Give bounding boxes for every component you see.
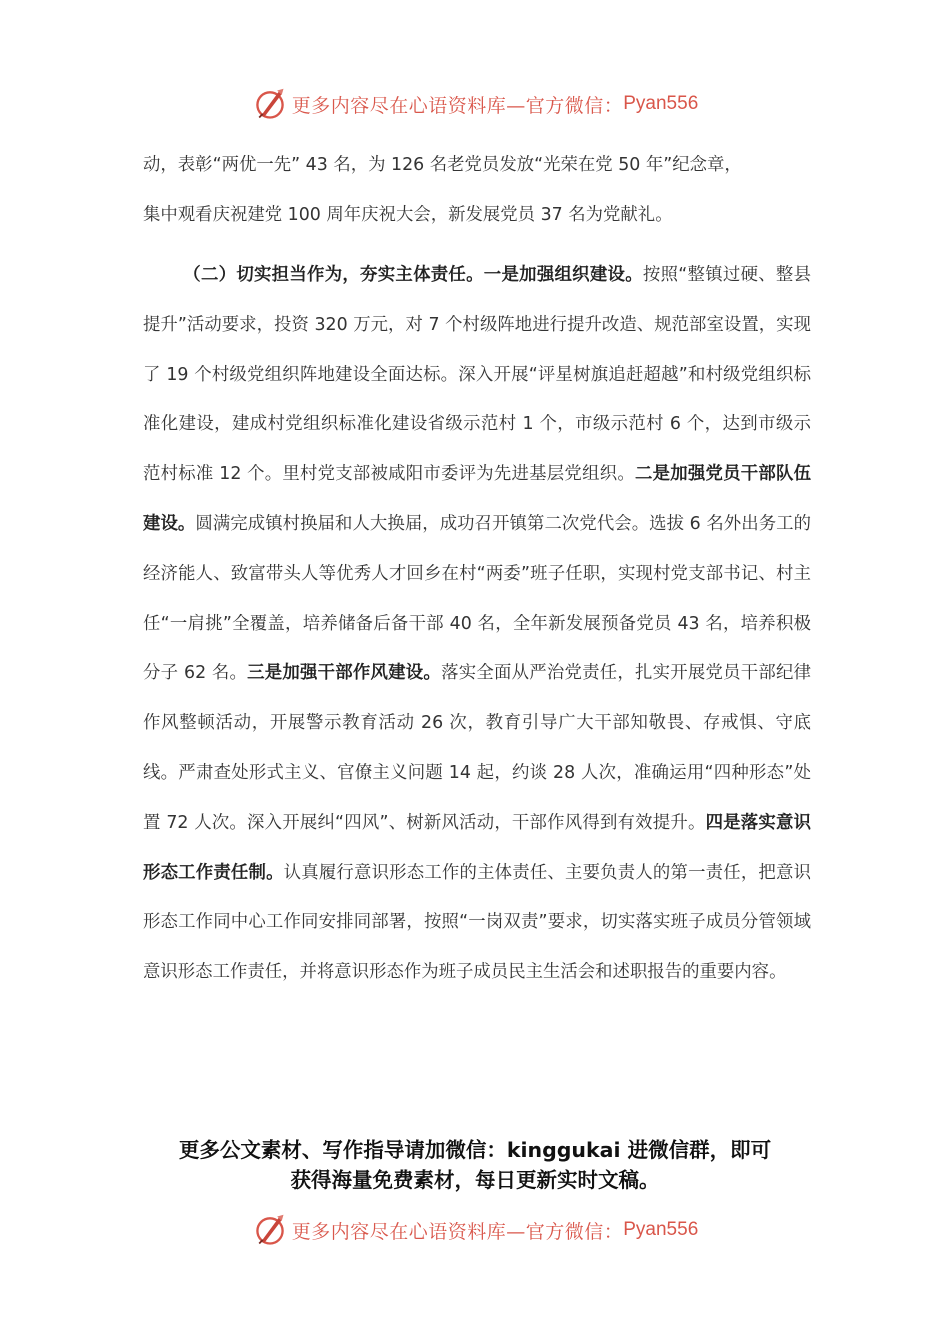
point-1-title: 一是加强组织建设。 (483, 265, 643, 285)
paragraph-line: 动，表彰“两优一先” 43 名，为 126 名老党员发放“光荣在党 50 年”纪念章， (143, 155, 742, 175)
point-4-title: 四是落实意识形态工作责任制。 (143, 812, 811, 883)
footer-banner (0, 1210, 950, 1250)
footer-banner-handle: Pyan556 (623, 1219, 699, 1240)
section-2-body (143, 251, 811, 998)
point-1-text: 按照“整镇过硬、整县提升”活动要求，投资 320 万元，对 7 个村级阵地进行提升改造、规范部室设置，实现了 19 个村级党组织阵地建设全面达标。深入开展“评星树旗追赶超越”和村级党组织标准化建设，建成村党组织标准化建设省级示范村 1 个，市级示范村 6 个，达到市级示范村标准 12 个。里村党支部被咸阳市委评为先进基层党组织。 (143, 265, 811, 485)
pen-quill-logo-icon (252, 86, 288, 122)
section-heading: （二）切实担当作为，夯实主体责任。 (183, 265, 484, 285)
footer-banner-text: 更多内容尽在心语资料库—官方微信： (291, 1220, 624, 1243)
point-3-title: 三是加强干部作风建设。 (247, 663, 442, 684)
promo-line: 更多公文素材、写作指导请加微信：kinggukai 进微信群，即可 (178, 1138, 772, 1162)
point-4-text: 认真履行意识形态工作的主体责任、主要负责人的第一责任，把意识形态工作同中心工作同安排同部署，按照“一岗双责”要求，切实落实班子成员分管领域意识形态工作责任，并将意识形态作为班子成员民主生活会和述职报告的重要内容。 (143, 862, 811, 983)
promo-notice (130, 1135, 820, 1195)
pen-quill-logo-icon (252, 1212, 288, 1248)
header-banner (0, 84, 950, 124)
paragraph-section-2 (143, 251, 811, 998)
paragraph-line: 集中观看庆祝建党 100 周年庆祝大会，新发展党员 37 名为党献礼。 (143, 204, 673, 225)
header-banner-text: 更多内容尽在心语资料库—官方微信： (291, 94, 624, 117)
header-banner-handle: Pyan556 (623, 93, 699, 114)
promo-line: 获得海量免费素材，每日更新实时文稿。 (290, 1168, 660, 1192)
point-2-title: 二是加强党员干部队伍建设。 (143, 464, 811, 534)
paragraph-continuation (143, 141, 811, 241)
point-3-text: 落实全面从严治党责任，扎实开展党员干部纪律作风整顿活动，开展警示教育活动 26 次，教育引导广大干部知敬畏、存戒惧、守底线。严肃查处形式主义、官僚主义问题 14 起，约谈 28 人次，准确运用“四种形态”处置 72 人次。深入开展纠“四风”、树新风活动，干部作风得到有效提升。 (143, 663, 811, 833)
point-2-text: 圆满完成镇村换届和人大换届，成功召开镇第二次党代会。选拔 6 名外出务工的经济能人、致富带头人等优秀人才回乡在村“两委”班子任职，实现村党支部书记、村主任“一肩挑”全覆盖，培养储备后备干部 40 名，全年新发展预备党员 43 名，培养积极分子 62 名。 (143, 513, 811, 684)
